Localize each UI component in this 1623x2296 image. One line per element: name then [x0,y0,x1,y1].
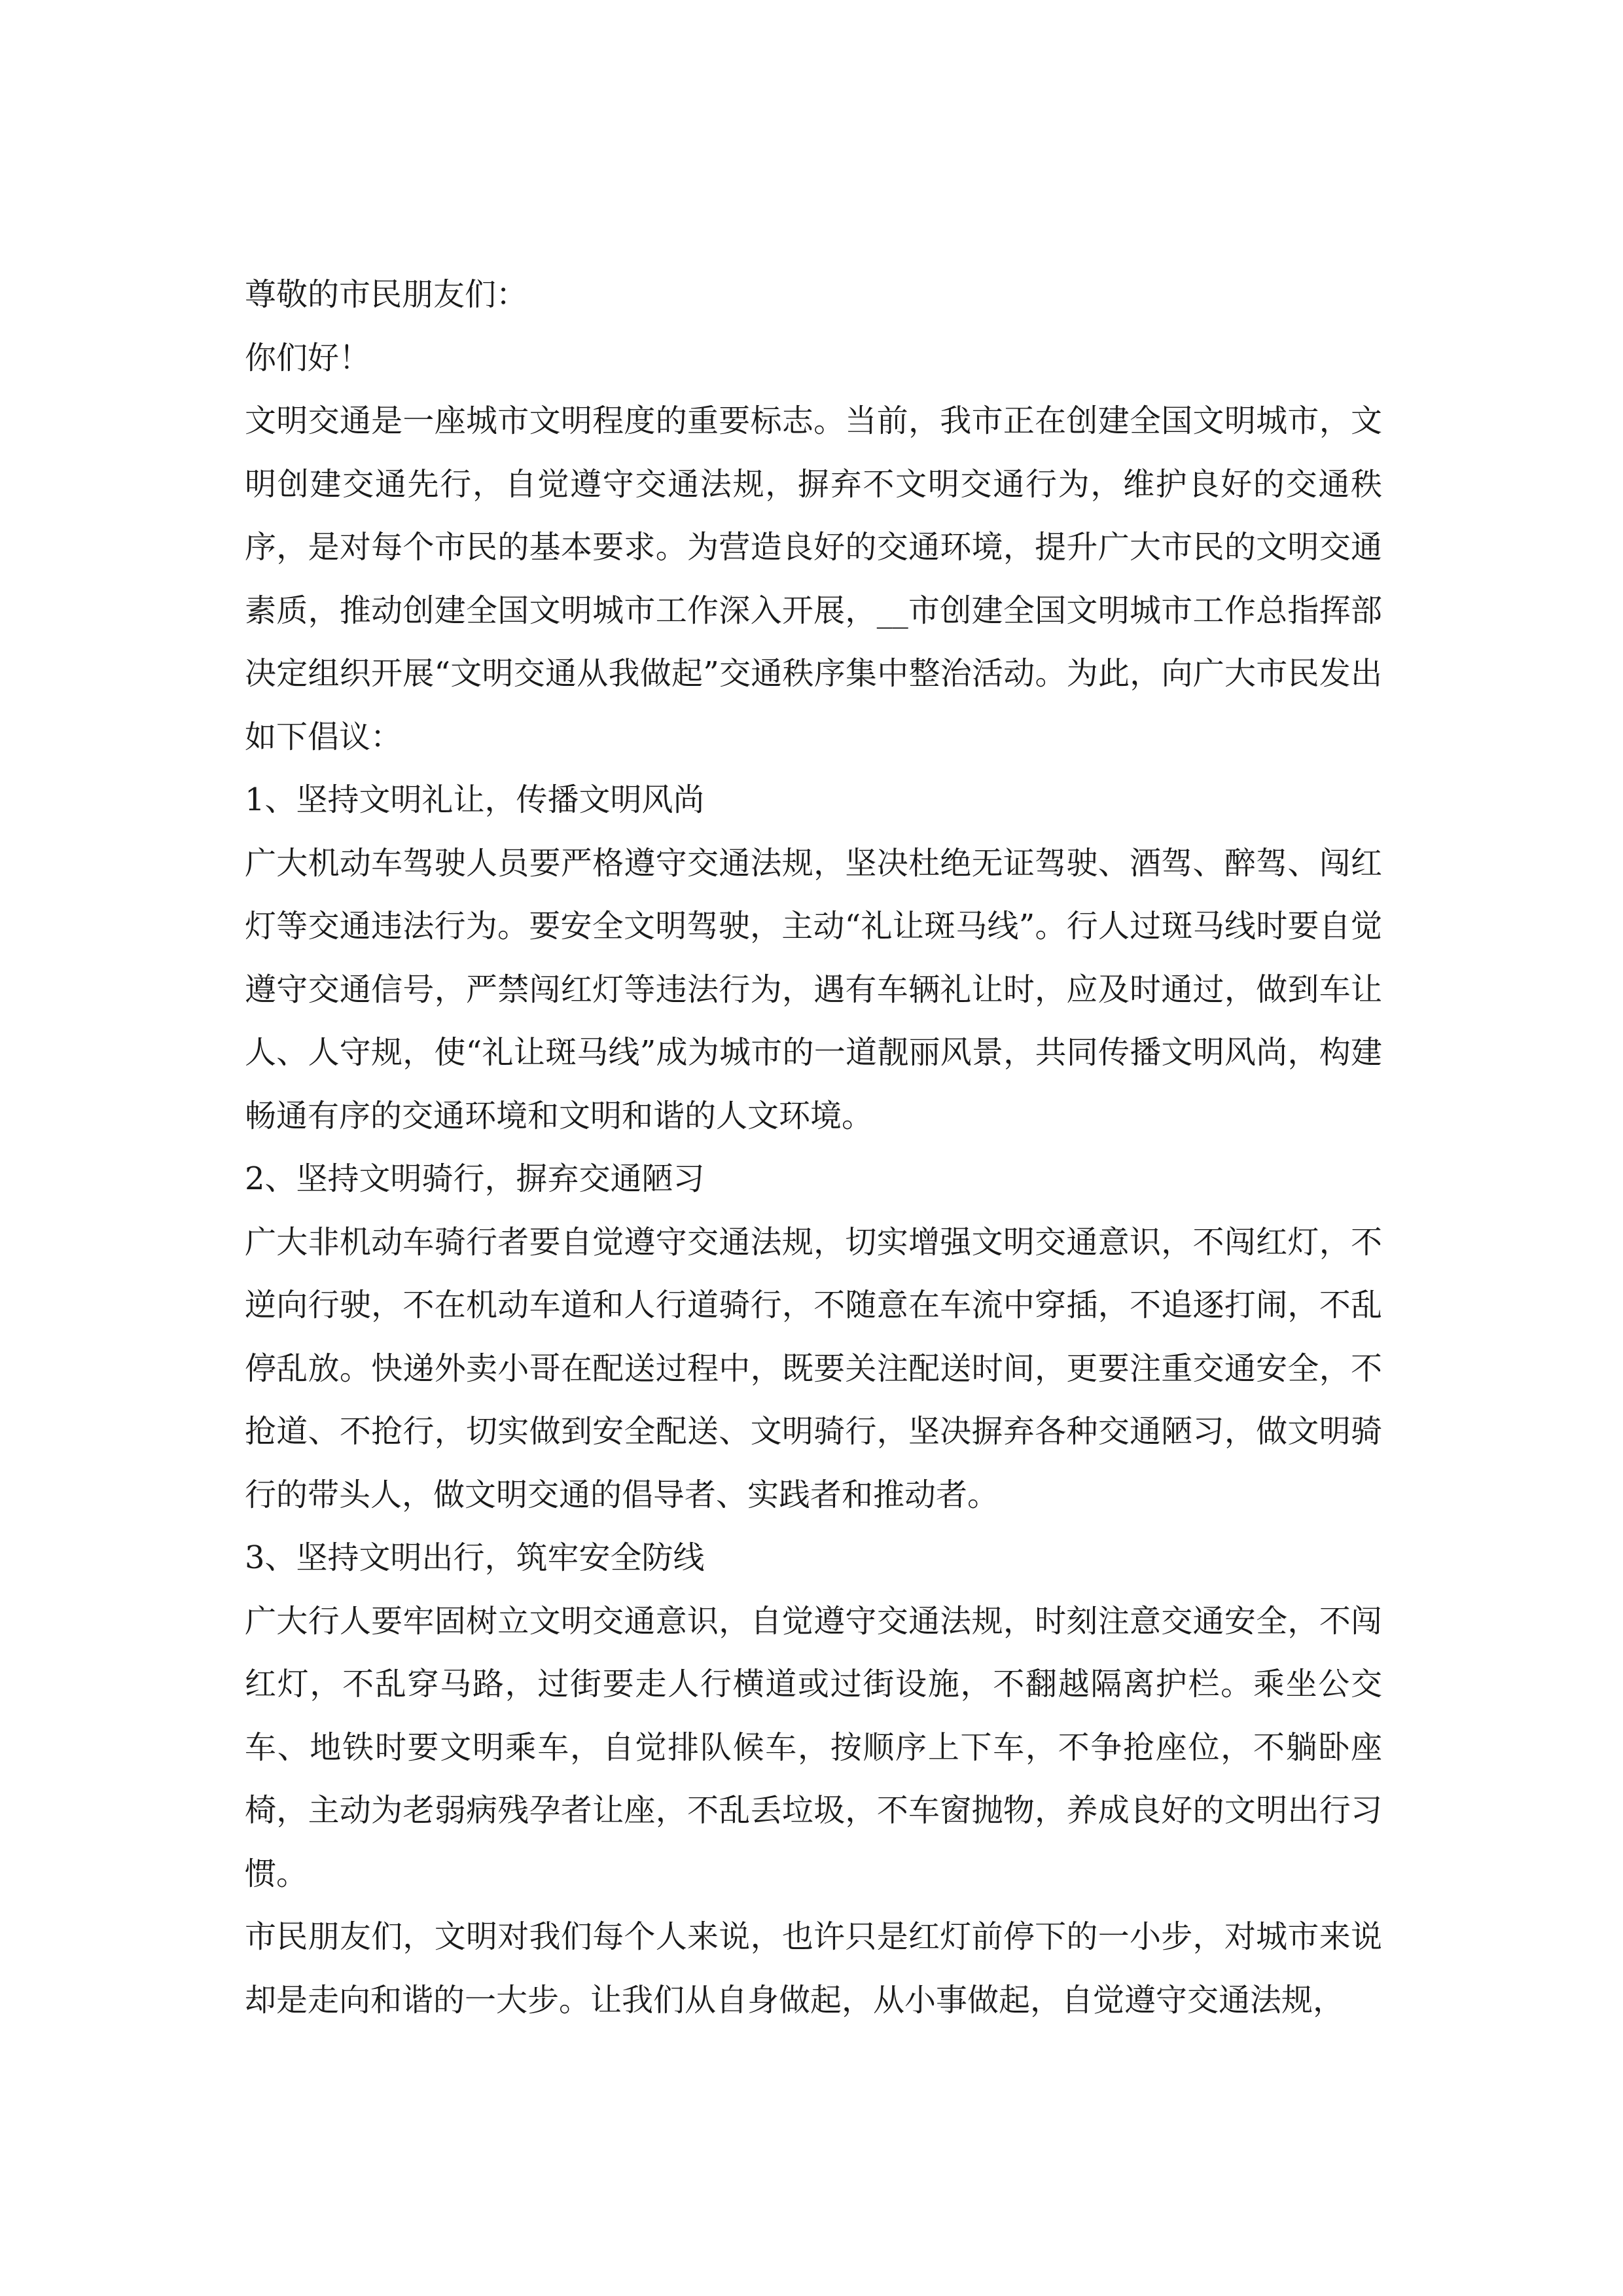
intro-paragraph: 文明交通是一座城市文明程度的重要标志。当前，我市正在创建全国文明城市，文明创建交通先行，自觉遵守交通法规，摒弃不文明交通行为，维护良好的交通秩序，是对每个市民的基本要求。为营造良好的交通环境，提升广大市民的文明交通素质，推动创建全国文明城市工作深入开展，__市创建全国文明城市工作总指挥部决定组织开展“文明交通从我做起”交通秩序集中整治活动。为此，向广大市民发出如下倡议： [245,403,1382,755]
section-body-3: 广大行人要牢固树立文明交通意识，自觉遵守交通法规，时刻注意交通安全，不闯红灯，不乱穿马路，过街要走人行横道或过街设施，不翻越隔离护栏。乘坐公交车、地铁时要文明乘车，自觉排队候车，按顺序上下车，不争抢座位，不躺卧座椅，主动为老弱病残孕者让座，不乱丢垃圾，不车窗抛物，养成良好的文明出行习惯。 [245,1602,1382,1892]
greeting: 你们好！ [245,339,371,376]
salutation: 尊敬的市民朋友们： [245,276,528,313]
section-heading-2: 2、坚持文明骑行，摒弃交通陋习 [245,1160,705,1197]
section-body-1: 广大机动车驾驶人员要严格遵守交通法规，坚决杜绝无证驾驶、酒驾、醉驾、闯红灯等交通违法行为。要安全文明驾驶，主动“礼让斑马线”。行人过斑马线时要自觉遵守交通信号，严禁闯红灯等违法行为，遇有车辆礼让时，应及时通过，做到车让人、人守规，使“礼让斑马线”成为城市的一道靓丽风景，共同传播文明风尚，构建畅通有序的交通环境和文明和谐的人文环境。 [245,844,1382,1134]
section-heading-3: 3、坚持文明出行，筑牢安全防线 [245,1539,705,1576]
closing-paragraph: 市民朋友们，文明对我们每个人来说，也许只是红灯前停下的一小步，对城市来说却是走向和谐的一大步。让我们从自身做起，从小事做起，自觉遵守交通法规， [245,1918,1382,2018]
section-body-2: 广大非机动车骑行者要自觉遵守交通法规，切实增强文明交通意识，不闯红灯，不逆向行驶，不在机动车道和人行道骑行，不随意在车流中穿插，不追逐打闹，不乱停乱放。快递外卖小哥在配送过程中，既要关注配送时间，更要注重交通安全，不抢道、不抢行，切实做到安全配送、文明骑行，坚决摒弃各种交通陋习，做文明骑行的带头人，做文明交通的倡导者、实践者和推动者。 [245,1223,1382,1513]
section-heading-1: 1、坚持文明礼让，传播文明风尚 [245,781,705,818]
document-body [245,263,1382,2032]
